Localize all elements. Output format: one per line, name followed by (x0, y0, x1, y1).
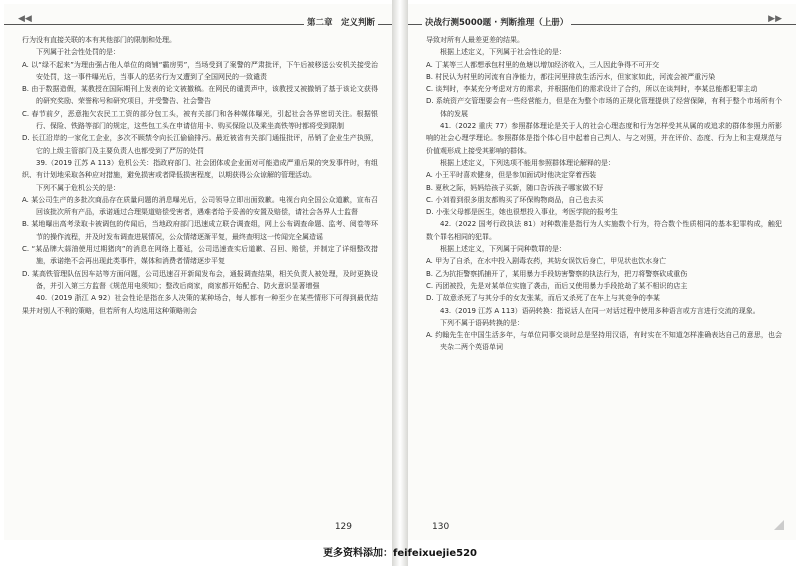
paragraph: 导致对所有人最差更差的结果。 (426, 36, 524, 44)
answer-option: C. 丙团被投，先是对某单位实施了袭击，而后又使用暴力手段抢劫了某不相识的店主 (426, 281, 688, 290)
right-page-header (408, 10, 796, 28)
answer-option: D. 小张父母都是医生，她也很想投入事业，考医学院的报考生 (426, 208, 618, 217)
question-prompt: 根据上述定义，下列属于社会性论的是： (440, 48, 566, 57)
question-prompt: 根据上述定义，下列属于同种数罪的是： (440, 245, 566, 254)
page-curl-icon (774, 520, 784, 530)
answer-option: D. 系统资产交管理要会有一些经营能力，但是在为整个市场的正规化管理提供了经营保障，有利于整个市场所有个体的发展 (426, 97, 782, 118)
answer-option: C. 谈判时，李某充分考虑对方的需求，并根据他们的需求设计了合约，所以在谈判时，李某总能都犯罪主动 (426, 85, 758, 94)
right-page-text (426, 34, 782, 354)
question-prompt: 下列不属于语码转换的是： (440, 318, 524, 327)
answer-option: B. 夏秋之际，妈妈给孩子买新，随口告诉孩子哪家做不好 (426, 183, 604, 192)
answer-option: A. 丁某等三人都想承包村里的鱼塘以增加经济收入，三人因此争得不可开交 (426, 60, 660, 69)
footer-watermark-text: 更多资料添加：feifeixuejie520 (323, 548, 477, 559)
answer-option: C. 春节前夕，恶意拖欠农民工工资的部分包工头，被有关部门和各种媒体曝光，引起社会各界密切关注。根据银行、保险、铁路等部门的规定，这些包工头在申请信用卡、购买保险以及乘坐高铁等时都将受到限制 (22, 109, 378, 131)
answer-option: C. 小刘看到很多朋友都购买了环保购物商品，自己也去买 (426, 195, 604, 204)
question-prompt: 下列不属于危机公关的是： (36, 183, 120, 192)
answer-option: D. 长江沿岸的一家化工企业，多次不顾禁令向长江偷偷排污。最近被省有关部门通报批评，吊销了企业生产执照，它的上级主管部门及主要负责人也都受到了严厉的处罚 (22, 134, 378, 155)
answer-option: B. 村民认为村里的河流有自净能力，都往河里排放生活污水，但家家如此，河流会被严重污染 (426, 72, 716, 81)
left-page-header (4, 10, 392, 28)
answer-option: A. 小王平时喜欢健身，但是参加面试时他决定穿着西装 (426, 171, 597, 180)
chapter-title: 第二章 定义判断 (304, 16, 378, 28)
paragraph: 行为没有直接关联的本有其他部门的限制和处理。 (22, 36, 176, 44)
double-chevron-icon: ▶▶ (768, 14, 782, 24)
answer-option: B. 乙为抗拒警察抓捕开了，某用暴力手段妨害警察的执法行为，把刀将警察砍成重伤 (426, 269, 688, 278)
paragraph: 43.（2019 江苏 A 113）语码转换：指说话人在同一对话过程中使用多种语言或方言进行交流的现象。 (440, 306, 760, 315)
double-chevron-icon: ◀◀ (18, 14, 32, 24)
paragraph: 39.（2019 江苏 A 113）危机公关：指政府部门、社会团体或企业面对可能造成严重后果的突发事件时，有组织、有计划地采取各种应对措施，避免损害或者降低损害程度，以期获得公众谅解的管理活动。 (22, 158, 378, 180)
answer-option: D. 丁故意杀死了与其分手的女友张某，而后又杀死了在车上与其竞争的李某 (426, 294, 660, 303)
paragraph: 41.（2022 重庆 77）参照群体理论是关于人的社会心理态度和行为怎样受其从属的或追求的群体参照力所影响的社会心理学理论。参照群体是指个体心目中起着自己判人、与之对照，并在评价、态度、行为上和主观规范与价值观形成上接受其影响的群体。 (426, 122, 782, 155)
book-spine (392, 0, 408, 566)
right-page (408, 4, 796, 540)
answer-option: A. 约翰先生在中国生活多年，与单位同事交谈时总是坚持用汉语，有时实在不知道怎样准确表达自己的意思，也会夹杂二两个英语单词 (426, 331, 782, 352)
left-page (4, 4, 392, 540)
paragraph: 40.（2019 浙江 A 92）社会性论是指在多人决策的某种场合，每人都有一种至少在某些情形下可得到最优结果并对别人不利的策略，但若所有人均选用这种策略则会 (22, 294, 378, 315)
paragraph: 42.（2022 国考行政执法 81）对种数准是指行为人实施数个行为，符合数个性质相同的基本犯罪构成，触犯数个罪名相同的犯罪。 (426, 220, 782, 241)
book-title: 决战行测5000题 · 判断推理（上册） (422, 16, 571, 28)
answer-option: B. 由于数据造假，某教授在国际期刊上发表的论文被撤稿。在网民的谴责声中，该教授又被撤销了基于该论文获得的研究奖励、荣誉称号和研究项目，并受警告、社会警告 (22, 85, 378, 106)
answer-option: A. 某公司生产的多批次商品存在质量问题的消息曝光后，公司领导立即出面致歉。电视台向全国公众道歉，宣布召回该批次所有产品，承诺通过合理渠道赔偿受害者，遇难者给予妥善的安置及赔偿，请社会各界人士监督 (22, 195, 378, 217)
left-page-text (22, 34, 378, 317)
answer-option: C. “某品牌大蒜油使用过期猪肉”的消息在网络上蔓延，公司迅速查实后道歉、召回、赔偿，并制定了详细整改措施，承诺绝不会再出现此类事件，媒体和消费者情绪逐步平复 (22, 245, 378, 266)
question-prompt: 根据上述定义，下列选项不能用参照群体理论解释的是： (440, 158, 615, 167)
question-prompt: 下列属于社会性处罚的是： (36, 48, 120, 57)
answer-option: A. 以“绿不起来”为理由强占他人单位的商铺“霸房男”，当场受到了案警的严肃批评，下午后被移送公安机关接受治安处罚，这一事件曝光后，当事人的恶劣行为又遭到了全国网民的一致谴责 (22, 60, 378, 81)
answer-option: D. 某高铁管理队伍因车站等方面问题，公司迅速召开新闻发布会，通报调查结果，相关负责人被处理，及时更换设备，并引入第三方监督《规范用电须知》；整改后商家，商家都开始配合、防火意识显著增强 (22, 269, 378, 290)
page-number: 129 (334, 522, 352, 532)
answer-option: A. 甲为了自杀，在水中投入剧毒农药，其妨女误饮后身亡，甲见状也饮水身亡 (426, 257, 667, 266)
page-number: 130 (432, 522, 450, 532)
answer-option: B. 某地曝出高考录取卡被调包的传闻后，当地政府部门迅速成立联合调查组，网上公布调查命题、监考、阅卷等环节的操作流程，并及时发布调查进展情况，公众情绪逐渐平复，最终查明这一传闻完全属造谣 (22, 220, 378, 241)
